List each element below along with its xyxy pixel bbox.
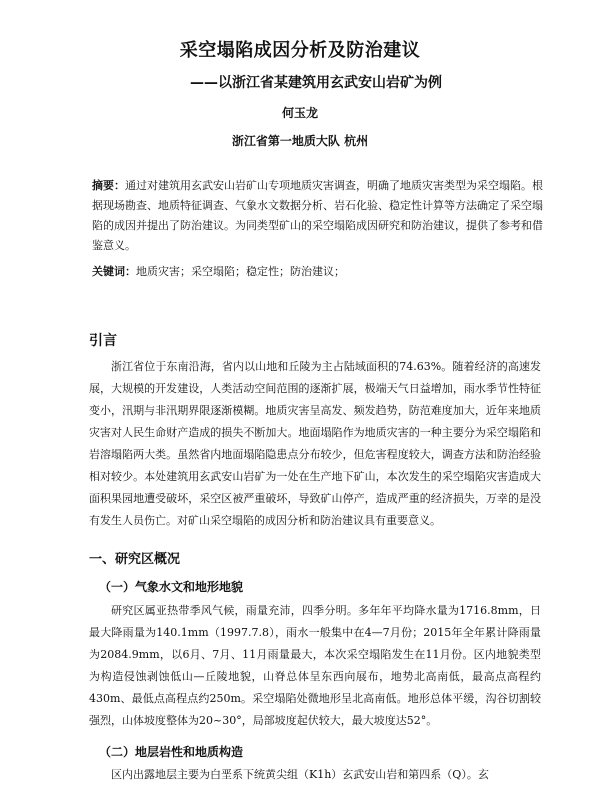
subsection2-heading: （二）地层岩性和地质构造 xyxy=(99,745,244,759)
keywords-label: 关键词： xyxy=(92,265,136,278)
paper-subtitle: ——以浙江省某建筑用玄武安山岩矿为例 xyxy=(190,75,442,91)
abstract-label: 摘要： xyxy=(92,179,125,192)
subsection2-paragraph: 区内出露地层主要为白垩系下统黄尖组（K1h）玄武安山岩和第四系（Q）。玄 xyxy=(111,768,489,781)
intro-paragraph: 浙江省位于东南沿海，省内以山地和丘陵为主占陆域面积的74.63%。随着经济的高速发展，大规模的开发建设，人类活动空间范围的逐渐扩展，极端天气日益增加，雨水季节性特征变小，汛期与非汛期界限逐渐模糊。地质灾害呈高发、频发趋势，防范难度加大，近年来地质灾害对人民生命财产造成的损失不断加大。地面塌陷作为地质灾害的一种主要分为采空塌陷和岩溶塌陷两大类。虽然省内地面塌陷隐患点分布较少，但危害程度较大，调查方法和防治经验相对较少。本处建筑用玄武安山岩矿为一处在生产地下矿山，本次发生的采空塌陷灾害造成大面积果园地遭受破坏，采空区被严重破坏，导致矿山停产，造成严重的经济损失，万幸的是没有发生人员伤亡。对矿山采空塌陷的成因分析和防治建议具有重要意义。 xyxy=(89,360,541,527)
subsection1-heading: （一）气象水文和地形地貌 xyxy=(99,580,244,594)
abstract-text: 通过对建筑用玄武安山岩矿山专项地质灾害调查，明确了地质灾害类型为采空塌陷。根据现场勘查、地质特征调查、气象水文数据分析、岩石化验、稳定性计算等方法确定了采空塌陷的成因并提出了防治建议。为同类型矿山的采空塌陷成因研究和防治建议，提供了参考和借鉴意义。 xyxy=(92,179,543,252)
intro-heading: 引言 xyxy=(89,333,117,349)
author-name: 何玉龙 xyxy=(281,106,318,120)
abstract xyxy=(92,176,552,256)
subsection1-paragraph: 研究区属亚热带季风气候，雨量充沛，四季分明。多年年平均降水量为1716.8mm，日最大降雨量为140.1mm（1997.7.8），雨水一般集中在4—7月份；2015年全年累计降雨量为2084.9mm，以6月、7月、11月雨量最大，本次采空塌陷发生在11月份。区内地貌类型为构造侵蚀剥蚀低山—丘陵地貌，山脊总体呈东西向展布，地势北高南低，最高点高程约430m、最低点高程点约250m。采空塌陷处微地形呈北高南低。地形总体平缓，沟谷切割较强烈，山体坡度整体为20~30°，局部坡度起伏较大，最大坡度达52°。 xyxy=(89,604,541,727)
paper-title: 采空塌陷成因分析及防治建议 xyxy=(179,40,421,61)
author-affiliation: 浙江省第一地质大队 杭州 xyxy=(231,134,369,148)
section1-heading: 一、研究区概况 xyxy=(89,552,181,567)
keywords-text: 地质灾害；采空塌陷；稳定性；防治建议； xyxy=(136,265,345,278)
keywords xyxy=(92,262,552,282)
